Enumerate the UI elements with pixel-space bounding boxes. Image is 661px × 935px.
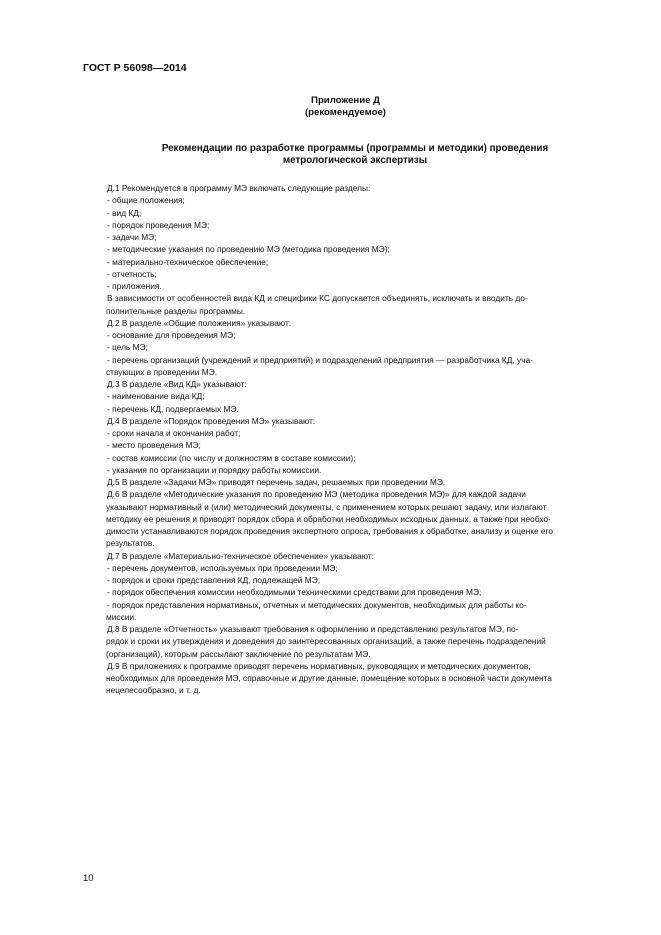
text-line: - общие положения; [107,195,185,206]
text-line: - цель МЭ; [107,342,148,353]
section-title [110,143,600,167]
text-line: В зависимости от особенностей вида КД и специфики КС допускается объединять, исключать и вводить до- [107,293,528,304]
body-text [107,182,627,697]
text-line: - перечень документов, используемых при проведении МЭ; [107,562,338,573]
text-line: - основание для проведения МЭ; [107,330,236,340]
text-line: - задачи МЭ; [107,232,157,242]
text-line: - материально-техническое обеспечение; [107,256,269,267]
text-line: нецелесообразно, и т. д. [106,685,201,696]
text-line: (организаций), которым рассылают заключение по результатам МЭ. [106,648,371,659]
text-line: необходимых для проведения МЭ, справочные и другие данные, помещение которых в основной части документа [106,673,552,683]
text-line: Д.5 В разделе «Задачи МЭ» приводят перечень задач, решаемых при проведении МЭ. [107,477,446,487]
text-line: - методические указания по проведению МЭ (методика проведения МЭ); [107,244,390,255]
text-line: - перечень КД, подвергаемых МЭ. [107,403,239,414]
text-line: рядок и сроки их утверждения и доведения до заинтересованных организаций, а также перечень подразделений [106,636,546,647]
text-line: Д.6 В разделе «Методические указания по проведению МЭ (методика проведения МЭ)» для каждой задачи [107,489,526,500]
text-line: - наименование вида КД; [107,391,205,402]
document-code: ГОСТ Р 56098—2014 [83,62,187,74]
text-line: - отчетность; [107,268,157,279]
text-line: димости устанавливаются порядок проведения экспертного опроса, требования к обработке, анализу и оценке его [106,526,554,536]
text-line: Д.3 В разделе «Вид КД» указывают: [107,379,247,389]
text-line: - порядок и сроки представления КД, подлежащей МЭ; [107,575,321,585]
section-title-line-1: Рекомендации по разработке программы (программы и методики) проведения [161,143,549,154]
text-line: - порядок проведения МЭ; [107,219,210,230]
section-title-line-2: метрологической экспертизы [282,155,428,166]
appendix-label: Приложение Д [311,95,380,106]
text-line: ствующих в проведении МЭ. [106,366,218,377]
text-line: - состав комиссии (по числу и должностям в составе комиссии); [107,452,356,463]
text-line: миссии. [106,611,137,622]
text-line: полнительные разделы программы. [106,305,246,316]
text-line: - приложения. [107,281,162,291]
text-line: Д.8 В разделе «Отчетность» указывают требования к оформлению и представлению результатов МЭ, по- [107,624,519,634]
text-line: Д.4 В разделе «Порядок проведения МЭ» указывают: [107,415,316,426]
text-line: результатов. [106,538,155,549]
text-line: Д.1 Рекомендуется в программу МЭ включать следующие разделы: [107,183,371,193]
text-line: - перечень организаций (учреждений и предприятий) и подразделений предприятия — разработчика КД, уча- [107,354,533,365]
text-line: Д.7 В разделе «Материально-техническое обеспечение» указывают: [107,550,374,561]
text-line: методику ее решения и приводят порядок сбора и обработки необходимых исходных данных, а также при необхо- [106,513,551,524]
appendix-status: (рекомендуемое) [304,107,386,118]
text-line: - указания по организации и порядку работы комиссии. [107,464,322,475]
text-line: - сроки начала и окончания работ; [107,428,241,438]
text-line: Д.9 В приложениях к программе приводят перечень нормативных, руководящих и методических документов, [107,660,531,671]
text-line: - вид КД; [107,207,142,218]
text-line: - порядок обеспечения комиссии необходимыми техническими средствами для проведения МЭ; [107,587,482,598]
text-line: - порядок представления нормативных, отчетных и методических документов, необходимых для работы ко- [107,599,527,610]
appendix-heading [0,95,661,119]
text-line: - место проведения МЭ; [107,440,201,451]
text-line: Д.2 В разделе «Общие положения» указывают: [107,317,292,328]
text-line: указывают нормативный и (или) методический документы, с применением которых решают задачу, или излагают [106,501,547,512]
page-number: 10 [83,873,94,884]
